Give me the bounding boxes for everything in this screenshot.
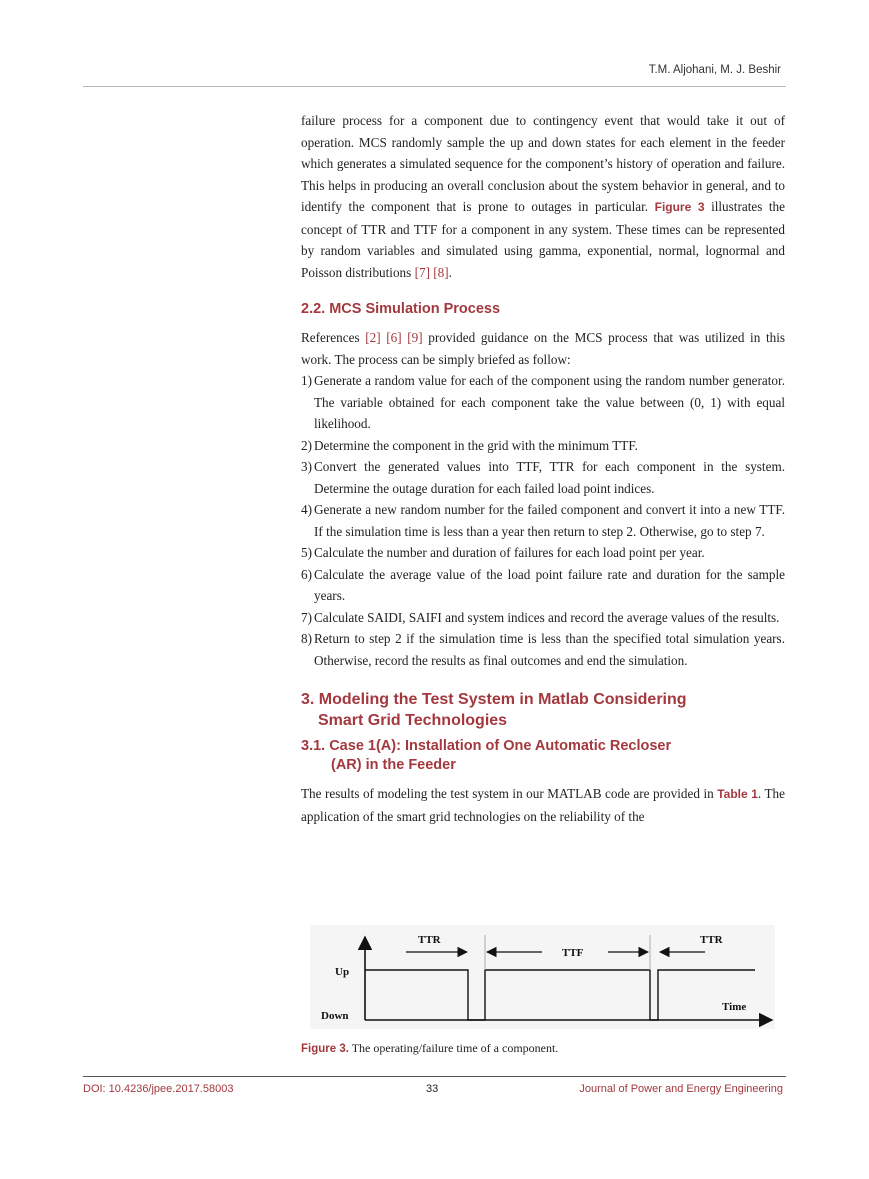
list-item (301, 564, 785, 607)
header-divider (83, 86, 786, 87)
citation-7-link[interactable]: [7] (414, 264, 430, 280)
step-text: Convert the generated values into TTF, TTR for each component in the system. Determine the outage duration for each failed load point indices. (314, 459, 785, 496)
section-2-2-intro-post: provided guidance on the MCS process that was utilized in this work. The process can be simply briefed as follow: (301, 330, 786, 367)
citation-9-link[interactable]: [9] (407, 330, 423, 345)
table-1-link[interactable]: Table 1 (717, 787, 758, 801)
section-2-2-intro (301, 327, 785, 370)
step-text: Calculate SAIDI, SAIFI and system indices and record the average values of the results. (314, 609, 780, 625)
step-number: 1) (301, 373, 312, 388)
figure-caption-text: The operating/failure time of a component. (348, 1041, 559, 1055)
list-item (301, 628, 785, 671)
figure-caption (301, 1041, 558, 1056)
main-column (301, 110, 785, 827)
figure-caption-label: Figure 3. (301, 1043, 349, 1055)
list-item (301, 435, 785, 457)
list-item (301, 370, 785, 435)
down-label: Down (321, 1010, 349, 1022)
time-label: Time (722, 1001, 747, 1013)
step-number: 2) (301, 437, 312, 453)
step-number: 3) (301, 459, 312, 474)
section-2-2-intro-pre: References (301, 330, 366, 345)
step-text: Calculate the average value of the load point failure rate and duration for the sample years. (314, 566, 785, 603)
step-number: 7) (301, 609, 312, 625)
ttr-left-label: TTR (418, 934, 441, 946)
intro-end: . (448, 264, 452, 280)
list-item (301, 499, 785, 542)
footer-divider (83, 1076, 786, 1077)
footer-doi-link[interactable]: DOI: 10.4236/jpee.2017.58003 (83, 1083, 234, 1095)
intro-paragraph (301, 110, 785, 283)
ttr-ttf-diagram (310, 925, 775, 1029)
citation-2-link[interactable]: [2] (365, 330, 381, 345)
section-3-heading-line2: Smart Grid Technologies (318, 712, 508, 729)
list-item (301, 542, 785, 564)
intro-text-part2: illustrates the concept of TTR and TTF for a component in any system. These times can be represented by random variables and simulated using gamma, exponential, normal, lognormal and Poisson distributions (301, 199, 785, 280)
footer-journal-link[interactable]: Journal of Power and Energy Engineering (579, 1083, 783, 1095)
page-number: 33 (426, 1083, 439, 1095)
step-text: Calculate the number and duration of failures for each load point per year. (314, 545, 705, 560)
ttr-right-label: TTR (700, 934, 723, 946)
figure-3-link[interactable]: Figure 3 (654, 200, 705, 214)
section-3-1-text-pre: The results of modeling the test system in our MATLAB code are provided in (301, 786, 718, 801)
section-3-1-heading (301, 737, 785, 775)
step-number: 6) (301, 566, 312, 582)
ttf-label: TTF (562, 947, 584, 959)
section-3-heading-line1: 3. Modeling the Test System in Matlab Considering (301, 691, 687, 708)
section-2-2-heading: 2.2. MCS Simulation Process (301, 301, 501, 317)
step-text: Return to step 2 if the simulation time is less than the specified total simulation years. Otherwise, record the results as final outcomes and end the simulation. (314, 631, 785, 668)
running-header-authors: T.M. Aljohani, M. J. Beshir (648, 64, 781, 76)
step-number: 8) (301, 631, 312, 646)
up-label: Up (335, 966, 350, 978)
step-text: Generate a random value for each of the component using the random number generator. The variable obtained for each component take the value between (0, 1) with equal likelihood. (314, 373, 785, 431)
step-text: Determine the component in the grid with the minimum TTF. (314, 437, 638, 453)
intro-text-part1: failure process for a component due to contingency event that would take it out of operation. MCS randomly sample the up and down states for each element in the feeder which generates a simulated sequence for the component’s history of operation and failure. This helps in producing an overall conclusion about the system behavior in general, and to identify the component that is prone to outages in particular. (301, 113, 785, 214)
citation-8-link[interactable]: [8] (433, 264, 449, 280)
step-number: 5) (301, 545, 312, 560)
step-number: 4) (301, 502, 312, 517)
section-3-1-heading-line2: (AR) in the Feeder (331, 757, 456, 773)
citation-6-link[interactable]: [6] (386, 330, 402, 345)
section-3-1-text-post: . The application of the smart grid technologies on the reliability of the (301, 786, 785, 824)
step-text: Generate a new random number for the failed component and convert it into a new TTF. If the simulation time is less than a year then return to step 2. Otherwise, go to step 7. (314, 502, 785, 539)
list-item (301, 456, 785, 499)
mcs-steps-list (301, 370, 785, 671)
section-3-heading (301, 689, 785, 731)
section-3-1-heading-line1: 3.1. Case 1(A): Installation of One Automatic Recloser (301, 738, 672, 754)
section-3-1-paragraph (301, 783, 785, 827)
list-item (301, 607, 785, 629)
